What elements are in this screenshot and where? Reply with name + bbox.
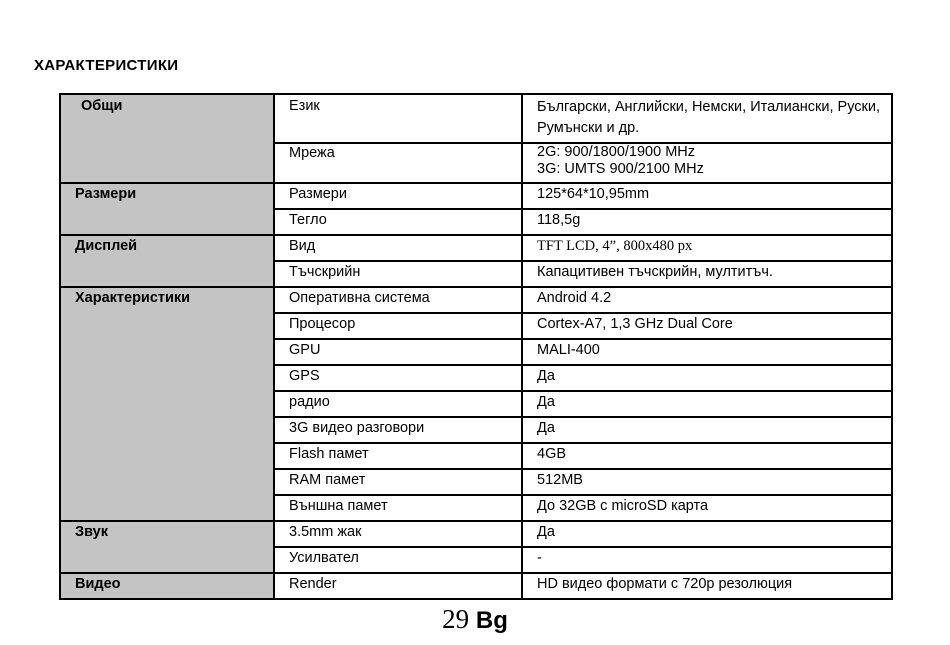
row-value-line: 3G: UMTS 900/2100 MHz bbox=[537, 161, 704, 177]
row-label: радио bbox=[274, 391, 522, 417]
table-row bbox=[60, 287, 892, 313]
row-value bbox=[522, 143, 892, 183]
row-label: GPU bbox=[274, 339, 522, 365]
group-general: Общи bbox=[60, 94, 274, 183]
row-label: Процесор bbox=[274, 313, 522, 339]
row-value: 118,5g bbox=[522, 209, 892, 235]
table-row bbox=[60, 235, 892, 261]
row-label: Оперативна система bbox=[274, 287, 522, 313]
row-value: Да bbox=[522, 365, 892, 391]
group-video: Видео bbox=[60, 573, 274, 599]
group-dimensions: Размери bbox=[60, 183, 274, 235]
row-label: Тъчскрийн bbox=[274, 261, 522, 287]
row-value: 4GB bbox=[522, 443, 892, 469]
page-title: ХАРАКТЕРИСТИКИ bbox=[34, 57, 179, 74]
language-code: Bg bbox=[475, 607, 508, 634]
row-label: RAM памет bbox=[274, 469, 522, 495]
row-label: Усилвател bbox=[274, 547, 522, 573]
row-label: Мрежа bbox=[274, 143, 522, 183]
table-row bbox=[60, 183, 892, 209]
row-value: - bbox=[522, 547, 892, 573]
row-value: Български, Английски, Немски, Италиански, Руски, Румънски и др. bbox=[522, 94, 892, 143]
page-number: 29 bbox=[442, 604, 470, 634]
row-label: GPS bbox=[274, 365, 522, 391]
row-label: Flash памет bbox=[274, 443, 522, 469]
row-value: HD видео формати с 720p резолюция bbox=[522, 573, 892, 599]
row-label: Външна памет bbox=[274, 495, 522, 521]
row-value: 512MB bbox=[522, 469, 892, 495]
group-display: Дисплей bbox=[60, 235, 274, 287]
row-label: Вид bbox=[274, 235, 522, 261]
row-value: Cortex-A7, 1,3 GHz Dual Core bbox=[522, 313, 892, 339]
row-label: Тегло bbox=[274, 209, 522, 235]
row-value: 125*64*10,95mm bbox=[522, 183, 892, 209]
row-label: Размери bbox=[274, 183, 522, 209]
row-label: Render bbox=[274, 573, 522, 599]
row-value: MALI-400 bbox=[522, 339, 892, 365]
row-label: 3.5mm жак bbox=[274, 521, 522, 547]
row-label: 3G видео разговори bbox=[274, 417, 522, 443]
table-row bbox=[60, 521, 892, 547]
table-row bbox=[60, 573, 892, 599]
row-value: Капацитивен тъчскрийн, мултитъч. bbox=[522, 261, 892, 287]
row-value-line: 2G: 900/1800/1900 MHz bbox=[537, 144, 695, 160]
row-value: Да bbox=[522, 417, 892, 443]
row-value: До 32GB с microSD карта bbox=[522, 495, 892, 521]
table-row bbox=[60, 94, 892, 143]
spec-table bbox=[59, 93, 893, 600]
row-label: Език bbox=[274, 94, 522, 143]
group-features: Характеристики bbox=[60, 287, 274, 521]
row-value: Да bbox=[522, 521, 892, 547]
row-value: Да bbox=[522, 391, 892, 417]
row-value: Android 4.2 bbox=[522, 287, 892, 313]
page-footer bbox=[0, 604, 950, 635]
group-sound: Звук bbox=[60, 521, 274, 573]
row-value: TFT LCD, 4”, 800x480 px bbox=[522, 235, 892, 261]
